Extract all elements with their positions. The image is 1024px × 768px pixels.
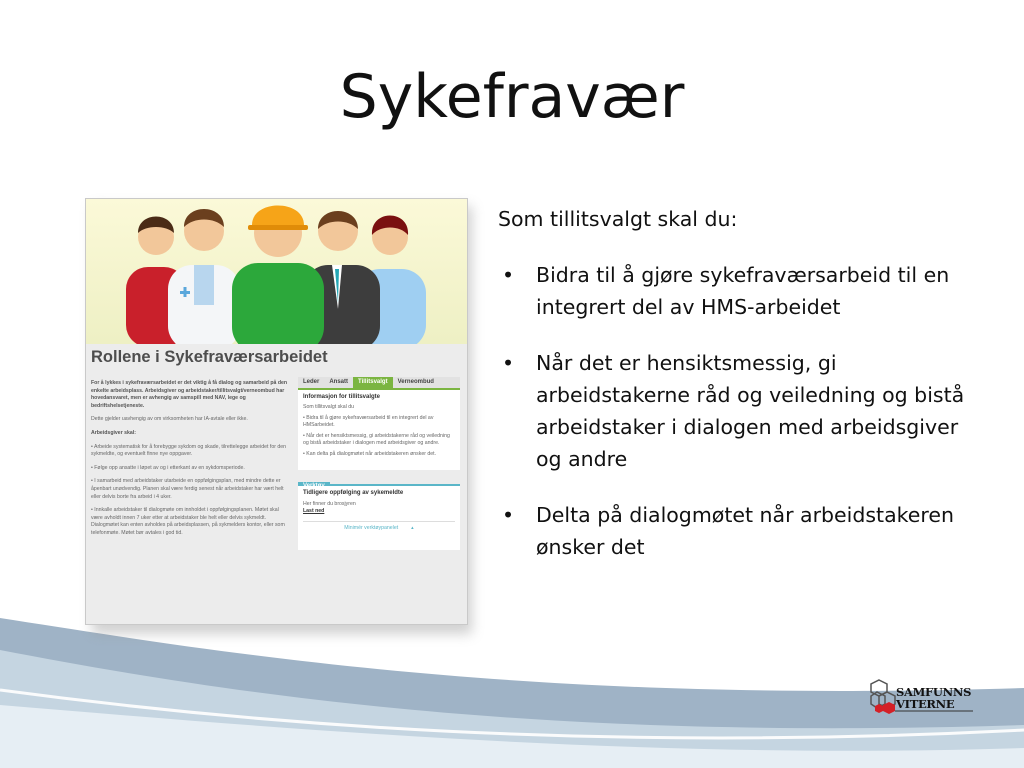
tools-tab-bar (298, 474, 460, 486)
logo-line-2: VITERNE (896, 697, 955, 711)
employer-item: • I samarbeid med arbeidstaker utarbeide en oppfølgingsplan, med mindre dette er åpenbart unødvendig. Planen skal være ferdig senest når arbeidstaker har vært helt eller delvis borte fra arbeid i 4 uker. (91, 478, 284, 500)
applies-paragraph: Dette gjelder uavhengig av om virksomheten har IA-avtale eller ikke. (91, 416, 248, 423)
employer-item: • Innkalle arbeidstaker til dialogmøte om innholdet i oppfølgingsplanen. Møtet skal være avholdt innen 7 uker etter at arbeidstaker ble helt eller delvis sykmeldt. Dialogmøtet kan enten avholdes på arbeidsplassen, på sykmelders kontor, eller som telefonmøte. Møtet bør avtales i god tid. (91, 507, 285, 536)
bullet-item: • Bidra til å gjøre sykefraværsarbeid til en integrert del av HMS-arbeidet (498, 259, 978, 323)
tab-ansatt[interactable]: Ansatt (329, 379, 349, 385)
webpage-content (86, 344, 467, 624)
employer-heading: Arbeidsgiver skal: (91, 429, 136, 436)
bullet-list (498, 259, 978, 563)
bullet-marker: • (502, 503, 515, 527)
slide-body (498, 203, 978, 587)
bullet-item: • Når det er hensiktsmessig, gi arbeidstakerne råd og veiledning og bistå arbeidstaker i dialogen med arbeidsgiver og andre (498, 347, 978, 475)
role-tabs (298, 377, 460, 390)
chevron-up-icon: ▴ (399, 525, 414, 531)
employer-item: • Følge opp ansatte i løpet av og i etterkant av en sykdomsperiode. (91, 464, 245, 471)
bullet-marker: • (502, 263, 515, 287)
bullet-item: • Delta på dialogmøtet når arbeidstakeren ønsker det (498, 499, 978, 563)
intro-text: Som tillitsvalgt skal du: (498, 207, 738, 231)
info-item: • Kan delta på dialogmøtet når arbeidstakeren ønsker det. (303, 451, 437, 457)
embedded-screenshot (85, 198, 468, 625)
page-title: Rollene i Sykefraværsarbeidet (91, 348, 328, 366)
info-intro: Som tillitsvalgt skal du (303, 404, 355, 410)
logo-line-1: SAMFUNNS (896, 685, 972, 699)
slide-title: Sykefravær (339, 62, 685, 132)
info-panel (298, 390, 460, 470)
tools-panel (298, 486, 460, 550)
tab-leder[interactable]: Leder (303, 379, 320, 385)
download-link[interactable]: Last ned (303, 508, 325, 514)
info-heading: Informasjon for tillitsvalgte (303, 394, 381, 400)
intro-paragraph: For å lykkes i sykefraværsarbeidet er det viktig å få dialog og samarbeid på den enkelte arbeidsplass. Arbeidsgiver og arbeidstaker/tillitsvalgt/verneombud har hovedansvaret, men er avhengig av samspill med NAV, lege og bedriftshelsetjeneste. (91, 380, 288, 409)
people-illustration (86, 199, 467, 344)
minimize-label: Minimér verktøypanelet (344, 525, 399, 531)
employer-item: • Arbeide systematisk for å forebygge sykdom og skade, tilrettelegge arbeidet for den sykmeldte, og eventuelt finne nye oppgaver. (91, 443, 287, 458)
tools-heading: Tidligere oppfølging av sykemeldte (303, 490, 404, 496)
logo-text (896, 686, 971, 710)
bullet-marker: • (502, 351, 515, 375)
tab-verneombud[interactable]: Verneombud (397, 379, 434, 385)
minimize-tools-button[interactable] (303, 521, 455, 532)
tools-text: Her finner du brosjyren (303, 501, 356, 507)
people-icon (86, 199, 467, 344)
tab-tillitsvalgt[interactable]: Tillitsvalgt (353, 377, 393, 388)
info-item: • Bidra til å gjøre sykefraværsarbeid til en integrert del av HMSarbeidet. (303, 415, 434, 428)
info-item: • Når det er hensiktsmessig, gi arbeidstakerne råd og veiledning og bistå arbeidstaker i dialogen med arbeidsgiver og andre. (303, 433, 450, 446)
roles-text (91, 380, 289, 544)
